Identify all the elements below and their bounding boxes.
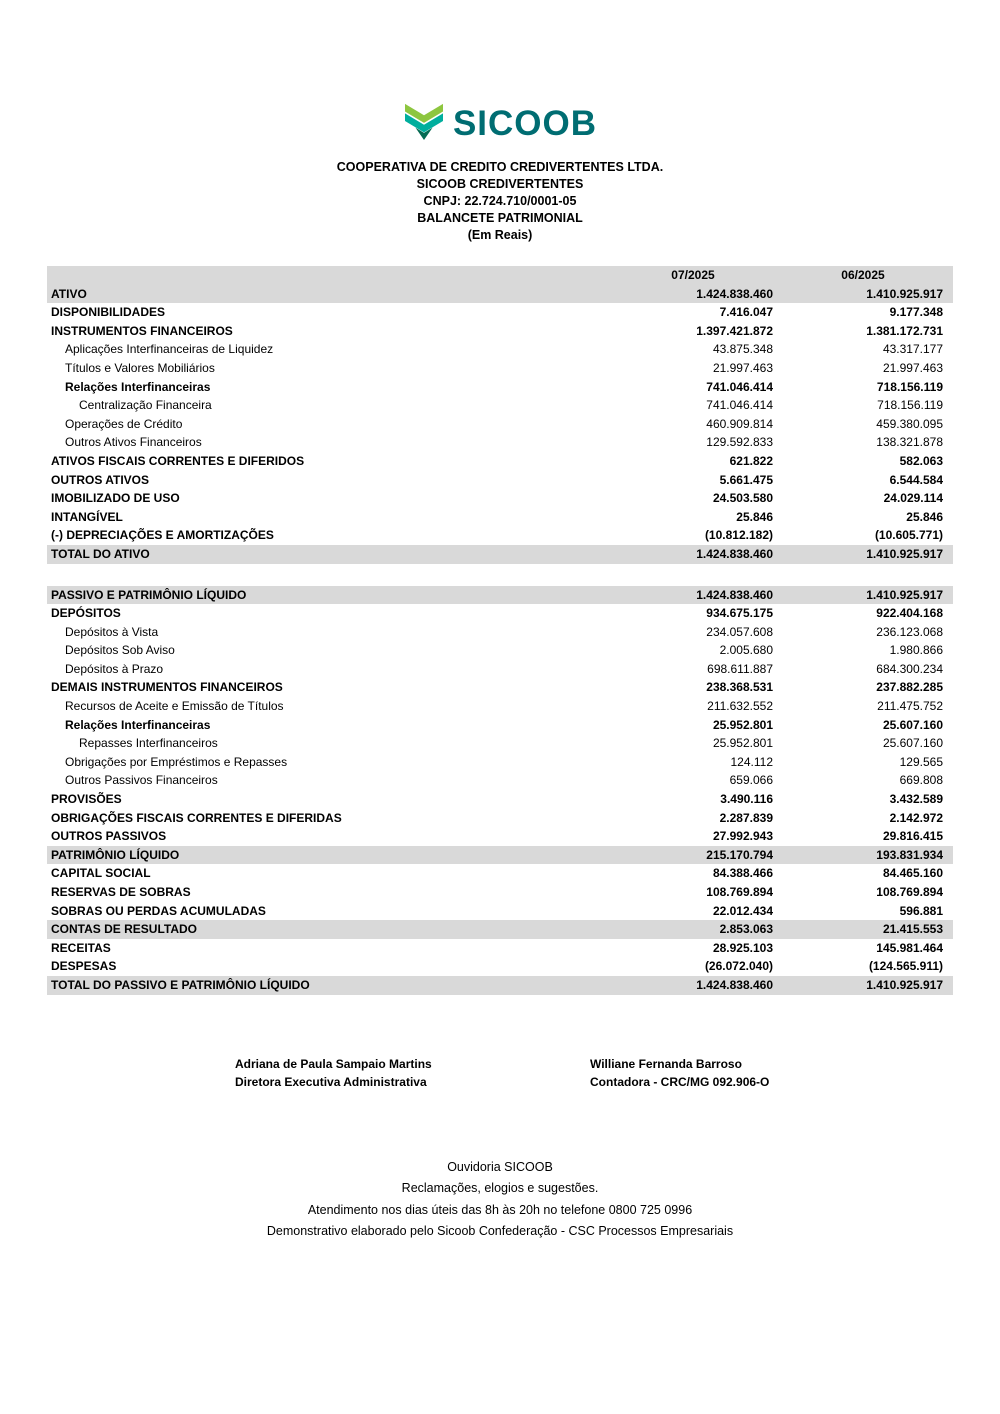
row-label: Recursos de Aceite e Emissão de Títulos [65, 699, 284, 714]
table-row [47, 623, 953, 642]
column-header-period-1: 07/2025 [671, 268, 715, 282]
row-value-period-1: 25.846 [736, 509, 773, 524]
cooperative-name: SICOOB CREDIVERTENTES [416, 177, 584, 191]
table-row [47, 771, 953, 790]
table-row [47, 827, 953, 846]
row-label: SOBRAS OU PERDAS ACUMULADAS [51, 903, 266, 918]
row-value-period-1: 21.997.463 [712, 360, 773, 375]
row-value-period-1: 659.066 [729, 773, 773, 788]
row-label: OUTROS ATIVOS [51, 472, 150, 487]
table-row [47, 641, 953, 660]
row-value-period-1: 621.822 [729, 453, 773, 468]
row-value-period-2: 138.321.878 [876, 435, 943, 450]
row-value-period-1: 741.046.414 [706, 379, 773, 394]
row-value-period-1: 215.170.794 [706, 847, 773, 862]
row-value-period-1: 238.368.531 [706, 680, 773, 695]
row-label: (-) DEPRECIAÇÕES E AMORTIZAÇÕES [51, 528, 274, 543]
table-row [47, 396, 953, 415]
spacer-row [47, 564, 953, 586]
row-value-period-2: 29.816.415 [882, 829, 943, 844]
row-label: Operações de Crédito [65, 416, 183, 431]
cnpj: CNPJ: 22.724.710/0001-05 [423, 194, 577, 208]
row-value-period-2: 108.769.894 [876, 885, 943, 899]
row-value-period-2: 922.404.168 [876, 606, 943, 621]
row-label: PATRIMÔNIO LÍQUIDO [51, 847, 180, 862]
table-row [47, 526, 953, 545]
row-label: DEPÓSITOS [51, 606, 121, 621]
row-label: Relações Interfinanceiras [65, 379, 211, 394]
column-header-period-2: 06/2025 [841, 268, 885, 282]
table-row [47, 359, 953, 378]
row-label: TOTAL DO PASSIVO E PATRIMÔNIO LÍQUIDO [51, 977, 310, 992]
row-label: Repasses Interfinanceiros [79, 736, 218, 751]
table-row [47, 489, 953, 508]
row-label: CAPITAL SOCIAL [51, 866, 151, 881]
row-value-period-2: 24.029.114 [883, 491, 943, 506]
row-label: Depósitos à Vista [65, 624, 159, 639]
row-value-period-1: 2.287.839 [719, 810, 773, 825]
table-row [47, 378, 953, 397]
row-value-period-1: 22.012.434 [712, 903, 773, 918]
footer-line: Reclamações, elogios e sugestões. [401, 1181, 599, 1196]
row-value-period-1: 698.611.887 [707, 661, 773, 676]
balance-table [47, 266, 953, 995]
row-value-period-2: 1.410.925.917 [866, 977, 943, 992]
row-value-period-2: 237.882.285 [876, 680, 943, 695]
footer-line: Ouvidoria SICOOB [447, 1159, 553, 1174]
table-row [47, 920, 953, 939]
row-value-period-1: 934.675.175 [706, 606, 773, 621]
row-value-period-2: 25.607.160 [882, 736, 943, 751]
row-label: DEMAIS INSTRUMENTOS FINANCEIROS [51, 680, 283, 695]
table-row [47, 586, 953, 605]
row-value-period-1: 1.424.838.460 [696, 587, 773, 602]
row-value-period-1: 25.952.801 [712, 736, 773, 751]
row-value-period-2: 21.415.553 [882, 922, 943, 937]
row-value-period-1: 24.503.580 [712, 491, 773, 506]
signatory-name: Williane Fernanda Barroso [590, 1056, 742, 1071]
row-value-period-2: 193.831.934 [876, 847, 943, 862]
balance-table-body [47, 285, 953, 995]
brand-wordmark: SICOOB [452, 103, 598, 143]
row-value-period-2: 2.142.972 [889, 810, 943, 825]
row-label: TOTAL DO ATIVO [51, 546, 150, 561]
row-label: Títulos e Valores Mobiliários [65, 360, 215, 375]
row-label: CONTAS DE RESULTADO [51, 922, 197, 937]
table-row [47, 697, 953, 716]
row-value-period-2: 1.381.172.731 [866, 323, 943, 338]
row-label: Outros Passivos Financeiros [65, 773, 218, 788]
footer-line: Demonstrativo elaborado pelo Sicoob Confederação - CSC Processos Empresariais [266, 1224, 734, 1239]
row-value-period-2: 718.156.119 [877, 398, 943, 413]
row-label: PASSIVO E PATRIMÔNIO LÍQUIDO [51, 587, 247, 602]
row-value-period-1: 129.592.833 [706, 435, 773, 450]
table-row [47, 957, 953, 976]
row-value-period-1: 28.925.103 [712, 940, 773, 955]
row-value-period-2: 1.410.925.917 [866, 587, 943, 602]
row-value-period-2: 459.380.095 [876, 416, 943, 431]
row-value-period-2: 84.465.160 [882, 866, 943, 881]
table-row [47, 545, 953, 564]
document-footer [0, 1157, 1000, 1243]
sicoob-logo-icon [403, 102, 445, 145]
row-value-period-1: 27.992.943 [712, 829, 773, 844]
row-value-period-1: 7.416.047 [719, 305, 773, 320]
row-value-period-2: 129.565 [899, 754, 943, 769]
row-label: DESPESAS [51, 959, 117, 974]
row-label: DISPONIBILIDADES [51, 305, 166, 320]
document-header [0, 159, 1000, 244]
signature-block [590, 1055, 920, 1091]
row-value-period-2: 21.997.463 [882, 360, 943, 375]
row-value-period-2: 596.881 [899, 903, 943, 918]
signature-section [0, 1055, 1000, 1091]
footer-line: Atendimento nos dias úteis das 8h às 20h no telefone 0800 725 0996 [307, 1202, 693, 1217]
row-value-period-1: 234.057.608 [706, 624, 773, 639]
row-value-period-2: 43.317.177 [882, 342, 943, 357]
row-label: IMOBILIZADO DE USO [51, 491, 180, 506]
row-value-period-1: (10.812.182) [704, 528, 773, 543]
row-value-period-2: 1.410.925.917 [866, 286, 943, 301]
row-value-period-1: 43.875.348 [712, 342, 773, 357]
row-value-period-1: 5.661.475 [719, 472, 773, 487]
row-value-period-2: 718.156.119 [876, 379, 943, 394]
row-label: Centralização Financeira [79, 398, 212, 413]
row-value-period-2: 145.981.464 [876, 940, 943, 955]
table-row [47, 864, 953, 883]
row-value-period-2: 582.063 [899, 453, 943, 468]
table-row [47, 303, 953, 322]
table-row [47, 753, 953, 772]
signatory-name: Adriana de Paula Sampaio Martins [235, 1056, 432, 1071]
row-label: Depósitos Sob Aviso [65, 643, 175, 658]
table-row [47, 508, 953, 527]
row-value-period-2: 236.123.068 [876, 624, 943, 639]
row-value-period-1: 1.397.421.872 [696, 323, 773, 338]
row-value-period-2: 1.410.925.917 [866, 546, 943, 561]
row-value-period-2: 6.544.584 [889, 472, 943, 487]
table-row [47, 846, 953, 865]
row-value-period-1: 211.632.552 [707, 699, 773, 714]
table-row [47, 976, 953, 995]
row-value-period-1: 1.424.838.460 [696, 977, 773, 992]
table-row [47, 415, 953, 434]
table-row [47, 809, 953, 828]
company-name: COOPERATIVA DE CREDITO CREDIVERTENTES LTDA. [336, 160, 664, 174]
row-value-period-1: 460.909.814 [706, 416, 773, 431]
table-row [47, 939, 953, 958]
row-value-period-1: 741.046.414 [706, 398, 773, 413]
table-row [47, 433, 953, 452]
row-value-period-1: 25.952.801 [712, 717, 773, 732]
row-label: OUTROS PASSIVOS [51, 829, 167, 844]
row-label: RECEITAS [51, 940, 111, 955]
table-row [47, 716, 953, 735]
table-row [47, 322, 953, 341]
row-label: Outros Ativos Financeiros [65, 435, 202, 450]
row-value-period-1: 84.388.466 [712, 866, 773, 881]
row-value-period-1: 124.112 [730, 754, 773, 769]
row-label: RESERVAS DE SOBRAS [51, 885, 191, 899]
row-value-period-1: 108.769.894 [706, 885, 773, 899]
table-row [47, 678, 953, 697]
row-label: Aplicações Interfinanceiras de Liquidez [65, 342, 274, 357]
table-row [47, 660, 953, 679]
signatory-title: Diretora Executiva Administrativa [235, 1074, 427, 1089]
currency-note: (Em Reais) [467, 228, 533, 242]
row-value-period-1: 1.424.838.460 [696, 546, 773, 561]
row-label: INSTRUMENTOS FINANCEIROS [51, 323, 233, 338]
row-label: OBRIGAÇÕES FISCAIS CORRENTES E DIFERIDAS [51, 810, 342, 825]
row-value-period-1: 2.005.680 [719, 643, 773, 658]
table-column-header-row [47, 266, 953, 285]
row-value-period-2: (10.605.771) [874, 528, 943, 543]
row-label: PROVISÕES [51, 792, 122, 807]
row-label: ATIVO [51, 286, 87, 301]
row-value-period-2: 9.177.348 [889, 305, 943, 320]
row-value-period-2: 3.432.589 [889, 792, 943, 807]
report-title: BALANCETE PATRIMONIAL [417, 211, 583, 225]
row-label: ATIVOS FISCAIS CORRENTES E DIFERIDOS [51, 453, 305, 468]
row-value-period-2: 25.607.160 [882, 717, 943, 732]
row-value-period-2: 211.475.752 [877, 699, 943, 714]
logo [0, 0, 1000, 145]
table-row [47, 452, 953, 471]
row-label: Depósitos à Prazo [65, 661, 164, 676]
row-label: Relações Interfinanceiras [65, 717, 211, 732]
table-row [47, 340, 953, 359]
row-value-period-2: 684.300.234 [876, 661, 943, 676]
table-row [47, 604, 953, 623]
row-value-period-2: (124.565.911) [868, 959, 943, 974]
table-row [47, 902, 953, 921]
row-value-period-1: 2.853.063 [719, 922, 773, 937]
signatory-title: Contadora - CRC/MG 092.906-O [590, 1074, 770, 1089]
row-value-period-2: 1.980.866 [889, 643, 943, 658]
table-row [47, 285, 953, 304]
row-value-period-2: 25.846 [906, 509, 943, 524]
row-value-period-1: 1.424.838.460 [696, 286, 773, 301]
row-value-period-1: 3.490.116 [720, 792, 773, 807]
table-row [47, 471, 953, 490]
row-label: Obrigações por Empréstimos e Repasses [65, 754, 288, 769]
table-row [47, 734, 953, 753]
table-row [47, 883, 953, 902]
row-value-period-1: (26.072.040) [704, 959, 773, 974]
row-label: INTANGÍVEL [51, 509, 123, 524]
signature-block [235, 1055, 590, 1091]
table-row [47, 790, 953, 809]
row-value-period-2: 669.808 [899, 773, 943, 788]
